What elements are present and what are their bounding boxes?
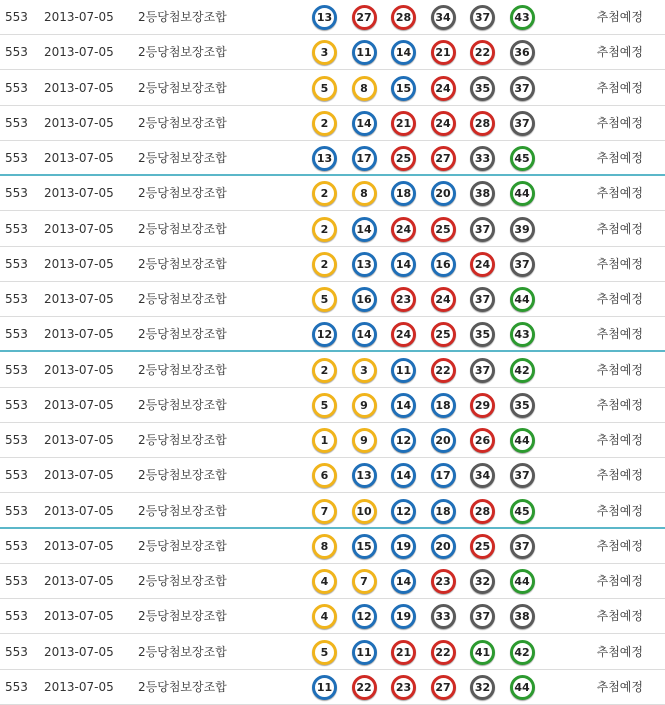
table-row	[0, 0, 665, 35]
lotto-ball: 37	[470, 287, 495, 312]
lotto-ball: 37	[470, 358, 495, 383]
lotto-ball: 13	[312, 146, 337, 171]
draw-status: 추첨예정	[596, 362, 643, 377]
lotto-ball: 24	[431, 111, 456, 136]
lotto-ball: 5	[312, 76, 337, 101]
prize-type: 2등당첨보장조합	[138, 503, 227, 518]
lotto-ball: 11	[391, 358, 416, 383]
lotto-ball: 5	[312, 640, 337, 665]
draw-status: 추첨예정	[596, 468, 643, 483]
round-number: 553	[5, 80, 28, 95]
round-number: 553	[5, 327, 28, 342]
draw-status: 추첨예정	[596, 292, 643, 306]
draw-date: 2013-07-05	[44, 679, 114, 694]
lotto-ball: 9	[352, 428, 377, 453]
lotto-ball: 44	[510, 428, 535, 453]
lotto-ball: 44	[510, 287, 535, 312]
table-row	[0, 106, 665, 141]
draw-date: 2013-07-05	[44, 115, 114, 130]
lotto-ball: 5	[312, 393, 337, 418]
lotto-ball: 45	[510, 499, 535, 524]
lotto-ball: 19	[391, 534, 416, 559]
draw-status: 추첨예정	[596, 45, 643, 60]
lotto-ball: 3	[352, 358, 377, 383]
round-number: 553	[5, 468, 28, 483]
prize-type: 2등당첨보장조합	[138, 433, 227, 447]
lotto-ball: 25	[431, 322, 456, 347]
table-row	[0, 635, 665, 670]
table-row	[0, 458, 665, 493]
draw-status: 추첨예정	[596, 433, 643, 447]
lotto-ball: 20	[431, 181, 456, 206]
lotto-ball: 37	[470, 5, 495, 30]
lotto-ball: 14	[391, 40, 416, 65]
table-row	[0, 282, 665, 317]
lotto-ball: 29	[470, 393, 495, 418]
lotto-ball: 11	[352, 40, 377, 65]
lotto-ball: 2	[312, 217, 337, 242]
lotto-ball: 18	[431, 393, 456, 418]
lotto-ball: 37	[510, 76, 535, 101]
lotto-ball: 14	[391, 463, 416, 488]
draw-status: 추첨예정	[596, 609, 643, 624]
lotto-ball: 19	[391, 604, 416, 629]
lotto-ball: 27	[431, 146, 456, 171]
lotto-ball: 7	[312, 499, 337, 524]
lotto-ball: 32	[470, 569, 495, 594]
lotto-ball: 38	[510, 604, 535, 629]
draw-status: 추첨예정	[596, 115, 643, 130]
lotto-ball: 4	[312, 604, 337, 629]
lotto-ball: 16	[352, 287, 377, 312]
draw-status: 추첨예정	[596, 327, 643, 342]
lotto-ball: 20	[431, 534, 456, 559]
lotto-ball: 35	[470, 76, 495, 101]
lotto-ball: 22	[431, 358, 456, 383]
prize-type: 2등당첨보장조합	[138, 538, 227, 553]
lotto-ball: 45	[510, 146, 535, 171]
lotto-ball: 8	[312, 534, 337, 559]
lotto-ball: 14	[352, 322, 377, 347]
draw-status: 추첨예정	[596, 151, 643, 165]
lotto-ball: 15	[352, 534, 377, 559]
lotto-ball: 18	[391, 181, 416, 206]
lotto-ball: 42	[510, 640, 535, 665]
lotto-ball: 37	[470, 604, 495, 629]
lotto-ball: 3	[312, 40, 337, 65]
table-row	[0, 141, 665, 176]
round-number: 553	[5, 644, 28, 659]
lotto-ball: 23	[391, 287, 416, 312]
lotto-ball: 27	[431, 675, 456, 700]
lotto-ball: 22	[431, 640, 456, 665]
lotto-ball: 33	[431, 604, 456, 629]
lotto-ball: 13	[352, 463, 377, 488]
lotto-ball: 12	[391, 499, 416, 524]
draw-status: 추첨예정	[596, 397, 643, 412]
round-number: 553	[5, 115, 28, 130]
lotto-ball: 21	[431, 40, 456, 65]
draw-status: 추첨예정	[596, 503, 643, 518]
lotto-ball: 21	[391, 111, 416, 136]
lotto-ball: 24	[431, 76, 456, 101]
table-row	[0, 564, 665, 599]
prize-type: 2등당첨보장조합	[138, 221, 227, 236]
lotto-ball: 2	[312, 111, 337, 136]
prize-type: 2등당첨보장조합	[138, 362, 227, 377]
draw-date: 2013-07-05	[44, 327, 114, 342]
draw-date: 2013-07-05	[44, 574, 114, 588]
prize-type: 2등당첨보장조합	[138, 80, 227, 95]
lotto-ball: 14	[391, 393, 416, 418]
table-row	[0, 212, 665, 247]
lotto-ball: 20	[431, 428, 456, 453]
draw-date: 2013-07-05	[44, 468, 114, 483]
lotto-ball: 24	[470, 252, 495, 277]
draw-status: 추첨예정	[596, 679, 643, 694]
draw-date: 2013-07-05	[44, 644, 114, 659]
lotto-ball: 10	[352, 499, 377, 524]
lotto-ball: 14	[352, 111, 377, 136]
draw-date: 2013-07-05	[44, 186, 114, 201]
table-row	[0, 494, 665, 529]
lotto-ball: 8	[352, 76, 377, 101]
round-number: 553	[5, 45, 28, 60]
round-number: 553	[5, 609, 28, 624]
lotto-ball: 35	[510, 393, 535, 418]
draw-date: 2013-07-05	[44, 10, 114, 24]
lotto-ball: 32	[470, 675, 495, 700]
round-number: 553	[5, 503, 28, 518]
prize-type: 2등당첨보장조합	[138, 292, 227, 306]
draw-status: 추첨예정	[596, 80, 643, 95]
lotto-ball: 13	[352, 252, 377, 277]
lotto-ball: 25	[470, 534, 495, 559]
round-number: 553	[5, 221, 28, 236]
table-row	[0, 353, 665, 388]
round-number: 553	[5, 10, 28, 24]
lotto-ball: 28	[470, 111, 495, 136]
lotto-ball: 8	[352, 181, 377, 206]
draw-date: 2013-07-05	[44, 609, 114, 624]
draw-status: 추첨예정	[596, 574, 643, 588]
lotto-ball: 5	[312, 287, 337, 312]
round-number: 553	[5, 151, 28, 165]
draw-status: 추첨예정	[596, 644, 643, 659]
round-number: 553	[5, 433, 28, 447]
lotto-ball: 11	[352, 640, 377, 665]
lotto-ball: 14	[352, 217, 377, 242]
lotto-ball: 1	[312, 428, 337, 453]
lotto-ball: 33	[470, 146, 495, 171]
lotto-ball: 6	[312, 463, 337, 488]
draw-status: 추첨예정	[596, 186, 643, 201]
lotto-ball: 25	[431, 217, 456, 242]
prize-type: 2등당첨보장조합	[138, 644, 227, 659]
table-row	[0, 599, 665, 634]
lotto-ball: 39	[510, 217, 535, 242]
lotto-ball: 14	[391, 252, 416, 277]
table-row	[0, 247, 665, 282]
lotto-ball: 7	[352, 569, 377, 594]
lotto-ball: 43	[510, 322, 535, 347]
lotto-ball: 38	[470, 181, 495, 206]
draw-date: 2013-07-05	[44, 256, 114, 271]
lotto-ball: 37	[510, 534, 535, 559]
lotto-ball: 17	[431, 463, 456, 488]
table-row	[0, 317, 665, 352]
lotto-ball: 44	[510, 569, 535, 594]
lotto-ball: 24	[431, 287, 456, 312]
prize-type: 2등당첨보장조합	[138, 468, 227, 483]
lotto-ball: 42	[510, 358, 535, 383]
lotto-ball: 44	[510, 181, 535, 206]
round-number: 553	[5, 538, 28, 553]
lotto-ball: 18	[431, 499, 456, 524]
lotto-ball: 43	[510, 5, 535, 30]
lotto-ball: 28	[470, 499, 495, 524]
lotto-ball: 22	[470, 40, 495, 65]
lotto-ball: 16	[431, 252, 456, 277]
round-number: 553	[5, 574, 28, 588]
prize-type: 2등당첨보장조합	[138, 574, 227, 588]
draw-date: 2013-07-05	[44, 45, 114, 60]
table-row	[0, 35, 665, 70]
round-number: 553	[5, 292, 28, 306]
lotto-ball: 37	[470, 217, 495, 242]
draw-date: 2013-07-05	[44, 362, 114, 377]
draw-status: 추첨예정	[596, 10, 643, 24]
lotto-ball: 9	[352, 393, 377, 418]
lotto-ball: 37	[510, 252, 535, 277]
lotto-ball: 26	[470, 428, 495, 453]
lotto-ball: 12	[391, 428, 416, 453]
lotto-ball: 21	[391, 640, 416, 665]
lotto-ball: 22	[352, 675, 377, 700]
prize-type: 2등당첨보장조합	[138, 609, 227, 624]
lotto-ball: 35	[470, 322, 495, 347]
lotto-ball: 17	[352, 146, 377, 171]
lotto-ball: 14	[391, 569, 416, 594]
lotto-ball: 23	[431, 569, 456, 594]
lotto-ball: 41	[470, 640, 495, 665]
draw-date: 2013-07-05	[44, 503, 114, 518]
round-number: 553	[5, 256, 28, 271]
round-number: 553	[5, 186, 28, 201]
draw-date: 2013-07-05	[44, 433, 114, 447]
lotto-ball: 12	[312, 322, 337, 347]
lotto-ball: 11	[312, 675, 337, 700]
lotto-ball: 12	[352, 604, 377, 629]
lotto-ball: 27	[352, 5, 377, 30]
lotto-ball: 23	[391, 675, 416, 700]
lotto-ball: 25	[391, 146, 416, 171]
table-row	[0, 423, 665, 458]
draw-date: 2013-07-05	[44, 151, 114, 165]
lotto-ball: 24	[391, 322, 416, 347]
lotto-ball: 2	[312, 252, 337, 277]
prize-type: 2등당첨보장조합	[138, 679, 227, 694]
prize-type: 2등당첨보장조합	[138, 10, 227, 24]
table-row	[0, 176, 665, 211]
table-row	[0, 71, 665, 106]
draw-date: 2013-07-05	[44, 397, 114, 412]
lotto-ball: 2	[312, 181, 337, 206]
lotto-ball: 13	[312, 5, 337, 30]
round-number: 553	[5, 679, 28, 694]
prize-type: 2등당첨보장조합	[138, 151, 227, 165]
draw-date: 2013-07-05	[44, 292, 114, 306]
lotto-ball: 4	[312, 569, 337, 594]
prize-type: 2등당첨보장조합	[138, 327, 227, 342]
lotto-ball: 37	[510, 111, 535, 136]
lotto-ball: 37	[510, 463, 535, 488]
lotto-ball: 15	[391, 76, 416, 101]
lotto-ball: 28	[391, 5, 416, 30]
prize-type: 2등당첨보장조합	[138, 397, 227, 412]
prize-type: 2등당첨보장조합	[138, 186, 227, 201]
lotto-ball: 36	[510, 40, 535, 65]
lotto-ball: 24	[391, 217, 416, 242]
round-number: 553	[5, 362, 28, 377]
draw-date: 2013-07-05	[44, 538, 114, 553]
draw-status: 추첨예정	[596, 538, 643, 553]
lotto-ball: 2	[312, 358, 337, 383]
lotto-ball: 44	[510, 675, 535, 700]
lotto-ball: 34	[431, 5, 456, 30]
prize-type: 2등당첨보장조합	[138, 256, 227, 271]
draw-status: 추첨예정	[596, 256, 643, 271]
table-row	[0, 670, 665, 705]
lotto-ball: 34	[470, 463, 495, 488]
draw-date: 2013-07-05	[44, 221, 114, 236]
table-row	[0, 388, 665, 423]
prize-type: 2등당첨보장조합	[138, 115, 227, 130]
draw-status: 추첨예정	[596, 221, 643, 236]
draw-date: 2013-07-05	[44, 80, 114, 95]
prize-type: 2등당첨보장조합	[138, 45, 227, 60]
table-row	[0, 529, 665, 564]
round-number: 553	[5, 397, 28, 412]
